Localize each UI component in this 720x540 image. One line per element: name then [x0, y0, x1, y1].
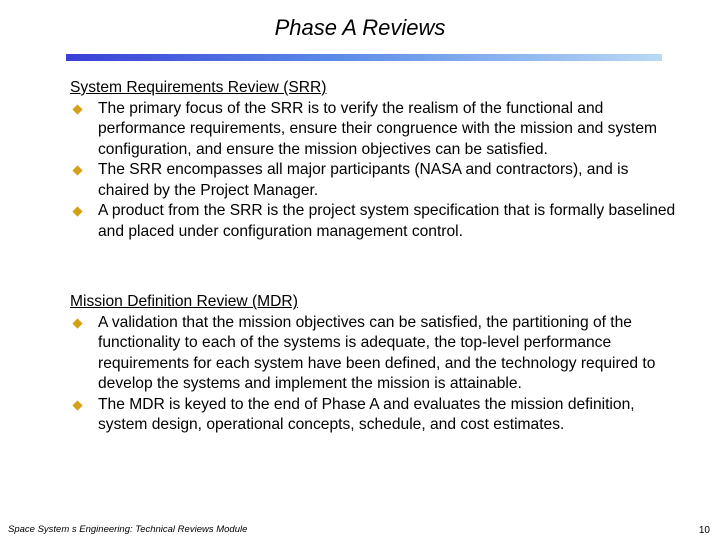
mdr-section	[70, 292, 680, 436]
srr-heading: System Requirements Review (SRR)	[70, 79, 327, 96]
bullet-text: A validation that the mission objectives can be satisfied, the partitioning of the functionality to each of the systems is adequate, the top-level performance requirements for each system have been defined, and the technology required to develop the systems and implement the mission is attainable.	[98, 313, 656, 392]
mdr-bullet-list	[70, 313, 680, 436]
bullet-text: The MDR is keyed to the end of Phase A and evaluates the mission definition, system design, operational concepts, schedule, and cost estimates.	[98, 395, 635, 433]
list-item	[70, 313, 680, 395]
bullet-text: A product from the SRR is the project system specification that is formally baselined and placed under configuration management control.	[98, 202, 676, 240]
bullet-text: The primary focus of the SRR is to verify the realism of the functional and performance requirements, ensure their congruence with the mission and system configuration, and ensure the mission objectives can be satisfied.	[98, 99, 658, 158]
diamond-bullet-icon	[72, 318, 82, 328]
diamond-bullet-icon	[72, 104, 82, 114]
title-underline-bar	[66, 54, 662, 61]
srr-section	[70, 78, 680, 242]
footer-module-label: Space System s Engineering: Technical Reviews Module	[8, 524, 248, 535]
srr-bullet-list	[70, 99, 680, 243]
list-item	[70, 395, 680, 436]
diamond-bullet-icon	[72, 165, 82, 175]
list-item	[70, 201, 680, 242]
diamond-bullet-icon	[72, 400, 82, 410]
slide-title: Phase A Reviews	[274, 15, 446, 40]
page-number: 10	[698, 525, 710, 536]
mdr-heading: Mission Definition Review (MDR)	[70, 293, 298, 310]
diamond-bullet-icon	[72, 206, 82, 216]
list-item	[70, 99, 680, 161]
bullet-text: The SRR encompasses all major participants (NASA and contractors), and is chaired by the Project Manager.	[98, 161, 629, 199]
list-item	[70, 160, 680, 201]
